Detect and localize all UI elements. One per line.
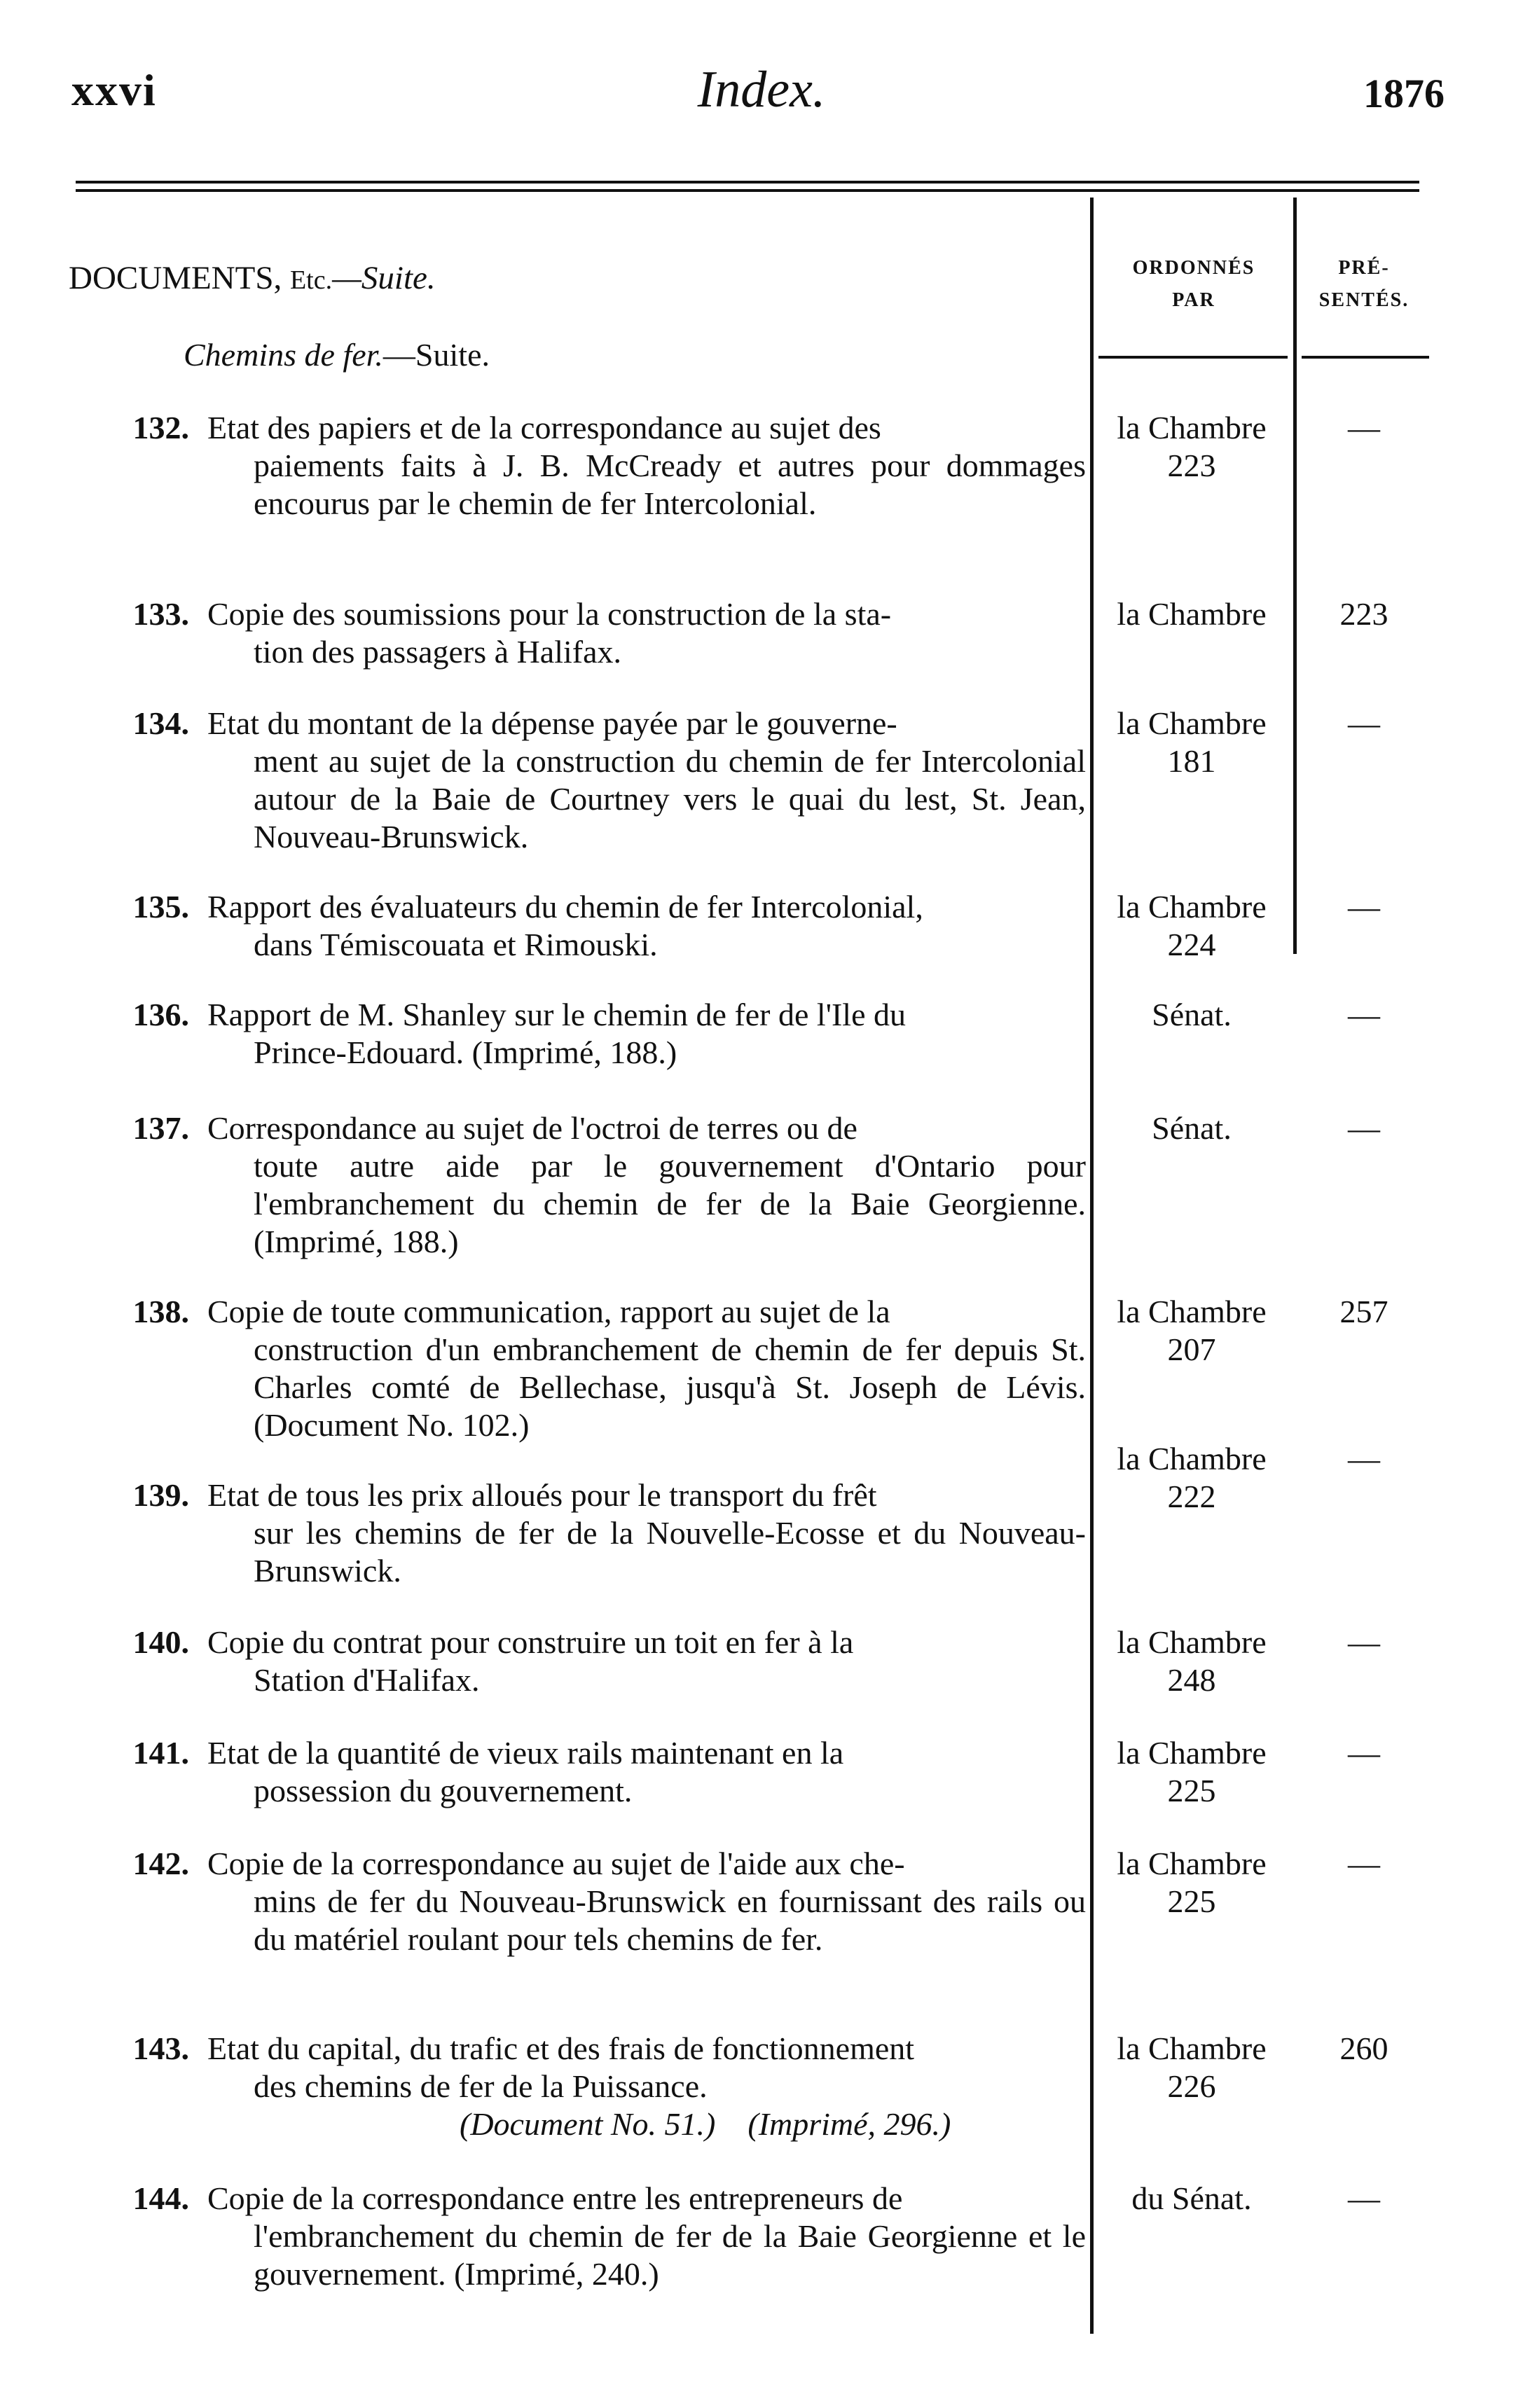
entry-text-first: Etat du capital, du trafic et des frais de fonctionnement [207, 2030, 915, 2066]
entry-144 [105, 2180, 1086, 2293]
presentes-132: — [1348, 410, 1380, 445]
ordonnes-134 [1093, 705, 1290, 780]
ordonnes-137 [1093, 1109, 1290, 1147]
page-year: 1876 [1363, 71, 1445, 116]
entry-text-rest: toute autre aide par le gouvernement d'Ontario pour l'embranchement du chemin de fer de la Baie Georgienne. (Imprimé, 188.) [254, 1148, 1086, 1259]
imprime-reference: (Imprimé, 296.) [747, 2106, 951, 2142]
ordonnes-133 [1093, 595, 1290, 633]
entry-number: 134. [132, 705, 189, 741]
entry-number: 140. [132, 1624, 189, 1660]
presentes-136: — [1348, 997, 1380, 1032]
presentes-143: 260 [1339, 2030, 1388, 2066]
ordonnes-144 [1093, 2180, 1290, 2217]
entry-number: 139. [132, 1477, 189, 1513]
entry-number: 141. [132, 1735, 189, 1771]
ordonnes-142 [1093, 1845, 1290, 1921]
entry-text-rest: ment au sujet de la construction du chemin de fer Intercolonial autour de la Baie de Courtney vers le quai du lest, St. Jean, Nouveau-Brunswick. [254, 743, 1086, 854]
section-title: DOCUMENTS, [69, 260, 282, 296]
ordonnes-by: la Chambre [1117, 1294, 1267, 1329]
ordonnes-141 [1093, 1734, 1290, 1810]
ordonnes-header-line1: ORDONNÉS [1132, 257, 1255, 279]
ordonnes-by: la Chambre [1117, 1846, 1267, 1881]
entry-135 [105, 888, 1086, 964]
ordonnes-page: 225 [1167, 1883, 1216, 1919]
entry-number: 142. [132, 1846, 189, 1881]
entry-text-first: Copie de la correspondance entre les entrepreneurs de [207, 2180, 903, 2216]
ordonnes-header-line2: PAR [1172, 289, 1215, 311]
entry-number: 138. [132, 1294, 189, 1329]
ordonnes-page: 223 [1167, 448, 1216, 483]
entry-143-references [207, 2105, 1086, 2143]
entry-142 [105, 1845, 1086, 1958]
ordonnes-page: 222 [1167, 1479, 1216, 1514]
ordonnes-page: 181 [1167, 743, 1216, 779]
ordonnes-by: Sénat. [1152, 997, 1232, 1032]
presentes-header-line1: PRÉ- [1338, 257, 1390, 279]
entry-136 [105, 996, 1086, 1072]
ordonnes-header-rule [1098, 356, 1288, 359]
entry-text-rest: dans Témiscouata et Rimouski. [254, 927, 658, 962]
ordonnes-by: la Chambre [1117, 1624, 1267, 1660]
entry-number: 137. [132, 1110, 189, 1146]
ordonnes-by: du Sénat. [1131, 2180, 1252, 2216]
ordonnes-by: la Chambre [1117, 596, 1267, 632]
entry-133 [105, 595, 1086, 671]
presentes-133: 223 [1339, 596, 1388, 632]
column-rule-left [1090, 198, 1094, 2334]
entry-text-rest: Prince-Edouard. (Imprimé, 188.) [254, 1035, 677, 1070]
entry-number: 133. [132, 596, 189, 632]
entry-text-first: Copie du contrat pour construire un toit en fer à la [207, 1624, 854, 1660]
entry-138 [105, 1293, 1086, 1444]
entry-number: 143. [132, 2030, 189, 2066]
ordonnes-header [1097, 252, 1290, 317]
section-suite: —Suite. [332, 260, 436, 296]
ordonnes-page: 225 [1167, 1773, 1216, 1808]
presentes-144: — [1348, 2180, 1380, 2216]
ordonnes-135 [1093, 888, 1290, 964]
ordonnes-by: Sénat. [1152, 1110, 1232, 1146]
entry-143 [105, 2030, 1086, 2143]
entry-134 [105, 705, 1086, 856]
entry-137 [105, 1109, 1086, 1261]
page-number: xxvi [71, 65, 157, 115]
entry-text-first: Copie de toute communication, rapport au sujet de la [207, 1294, 890, 1329]
presentes-header [1297, 252, 1431, 317]
ordonnes-132 [1093, 409, 1290, 485]
entry-text-rest: construction d'un embranchement de chemin de fer depuis St. Charles comté de Bellechase, jusqu'à St. Joseph de Lévis. (Document No. 102.) [254, 1331, 1086, 1443]
entry-text-rest: l'embranchement du chemin de fer de la Baie Georgienne et le gouvernement. (Imprimé, 240.) [254, 2218, 1086, 2292]
presentes-header-rule [1302, 356, 1429, 359]
ordonnes-136 [1093, 996, 1290, 1034]
entry-text-first: Copie de la correspondance au sujet de l'aide aux che- [207, 1846, 905, 1881]
ordonnes-page: 207 [1167, 1331, 1216, 1367]
ordonnes-by: la Chambre [1117, 1441, 1267, 1476]
entry-text-rest: sur les chemins de fer de la Nouvelle-Ecosse et du Nouveau-Brunswick. [254, 1515, 1086, 1589]
ordonnes-by: la Chambre [1117, 705, 1267, 741]
ordonnes-by: la Chambre [1117, 1735, 1267, 1771]
presentes-134: — [1348, 705, 1380, 741]
entry-text-rest: paiements faits à J. B. McCready et autres pour dommages encourus par le chemin de fer Intercolonial. [254, 448, 1086, 521]
entry-141 [105, 1734, 1086, 1810]
entry-number: 135. [132, 889, 189, 925]
page-title: Index. [697, 61, 826, 118]
subsection-title: Chemins de fer. [184, 337, 383, 373]
ordonnes-138 [1093, 1293, 1290, 1369]
document-reference: (Document No. 51.) [460, 2106, 716, 2142]
section-etc: Etc. [289, 265, 333, 295]
entry-text-first: Etat du montant de la dépense payée par le gouverne- [207, 705, 897, 741]
subsection-heading [184, 336, 490, 373]
section-heading [69, 259, 436, 297]
ordonnes-by: la Chambre [1117, 410, 1267, 445]
entry-number: 144. [132, 2180, 189, 2216]
entry-132 [105, 409, 1086, 523]
entry-text-rest: mins de fer du Nouveau-Brunswick en fournissant des rails ou du matériel roulant pour tels chemins de fer. [254, 1883, 1086, 1957]
entry-number: 132. [132, 410, 189, 445]
ordonnes-by: la Chambre [1117, 2030, 1267, 2066]
entry-text-rest: tion des passagers à Halifax. [254, 634, 622, 670]
presentes-140: — [1348, 1624, 1380, 1660]
subsection-suite: —Suite. [383, 337, 490, 373]
column-rule-right [1293, 198, 1297, 954]
presentes-135: — [1348, 889, 1380, 925]
entry-139 [105, 1476, 1086, 1590]
presentes-141: — [1348, 1735, 1380, 1771]
presentes-138: 257 [1339, 1294, 1388, 1329]
ordonnes-page: 248 [1167, 1662, 1216, 1698]
entry-text-first: Etat de la quantité de vieux rails maintenant en la [207, 1735, 844, 1771]
entry-140 [105, 1624, 1086, 1699]
presentes-142: — [1348, 1846, 1380, 1881]
ordonnes-140 [1093, 1624, 1290, 1699]
ordonnes-143 [1093, 2030, 1290, 2105]
presentes-header-line2: SENTÉS. [1318, 289, 1410, 311]
ordonnes-page: 224 [1167, 927, 1216, 962]
header-rule-bottom [76, 189, 1419, 192]
entry-number: 136. [132, 997, 189, 1032]
ordonnes-page: 226 [1167, 2068, 1216, 2104]
presentes-137: — [1348, 1110, 1380, 1146]
entry-text-first: Copie des soumissions pour la construction de la sta- [207, 596, 892, 632]
entry-text-first: Etat de tous les prix alloués pour le transport du frêt [207, 1477, 877, 1513]
ordonnes-by: la Chambre [1117, 889, 1267, 925]
entry-text-first: Correspondance au sujet de l'octroi de terres ou de [207, 1110, 857, 1146]
entry-text-rest: possession du gouvernement. [254, 1773, 633, 1808]
entry-text-first: Etat des papiers et de la correspondance au sujet des [207, 410, 881, 445]
header-rule-top [76, 181, 1419, 184]
entry-text-rest: Station d'Halifax. [254, 1662, 480, 1698]
entry-text-rest: des chemins de fer de la Puissance. [254, 2068, 708, 2104]
entry-text-first: Rapport des évaluateurs du chemin de fer Intercolonial, [207, 889, 923, 925]
entry-text-first: Rapport de M. Shanley sur le chemin de fer de l'Ile du [207, 997, 906, 1032]
presentes-139: — [1348, 1441, 1380, 1476]
ordonnes-139 [1093, 1440, 1290, 1516]
